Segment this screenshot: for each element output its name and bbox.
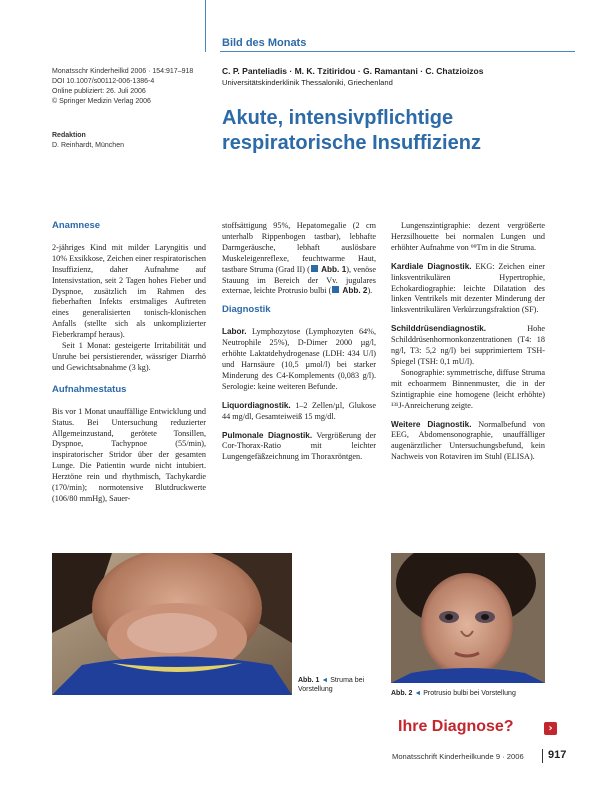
title-line-1: Akute, intensivpflichtige — [222, 107, 454, 129]
figure-1-text: Struma bei Vorstellung — [298, 677, 365, 693]
figure-ref-icon — [332, 286, 339, 293]
status-text-b: ), venöse Stauung im Bereich der Vv. jugulares externae, leichte Protrusio bulbi ( — [222, 264, 376, 296]
figure-2-photo — [391, 553, 545, 683]
figure-1-caption — [298, 676, 378, 694]
section-label: Bild des Monats — [222, 37, 307, 49]
schild-text: Hohe Schilddrüsenhormonkonzentrationen (T4: 18 ng/l, T3: 5,2 ng/l) bei supprimiertem TSH-Spiegel (TSH: 0,1 mU/l). — [391, 324, 545, 366]
journal-ref: Monatsschr Kinderheilkd 2006 · 154:917–918 — [52, 68, 194, 75]
column-2 — [222, 221, 376, 463]
footer-journal: Monatsschrift Kinderheilkunde 9 · 2006 — [392, 752, 524, 761]
title-line-2: respiratorische Insuffizienz — [222, 132, 481, 154]
kardial-keyword: Kardiale Diagnostik. — [391, 261, 472, 271]
liquor-paragraph — [222, 401, 376, 423]
neck-photo-image — [52, 553, 292, 695]
copyright: © Springer Medizin Verlag 2006 — [52, 98, 151, 105]
doi: DOI 10.1007/s00112-006-1386-4 — [52, 78, 155, 85]
weitere-keyword: Weitere Diagnostik. — [391, 419, 472, 429]
sonographie-text: Sonographie: symmetrische, diffuse Struma mit echoarmem Binnenmuster, die in der Szintigraphie eine homogene (leicht erhöhte) ¹³¹J-Anreicherung zeigte. — [391, 367, 545, 410]
weitere-paragraph — [391, 420, 545, 464]
authors: C. P. Panteliadis · M. K. Tzitiridou · G. Ramantani · C. Chatzioizos — [222, 66, 484, 76]
heading-diagnostik: Diagnostik — [222, 304, 271, 316]
arrow-left-icon: ◄ — [321, 677, 329, 684]
figure-2-label: Abb. 2 — [391, 690, 413, 697]
labor-text: Lymphozytose (Lymphozyten 64%, Neutrophile 25%), D-Dimer 2000 µg/l, erhöhte Laktatdehydrogenase (LDH: 434 U/l) und Harnsäure (10,5 µmol/l) bei starker Minderung des C4-Komplements (0,083 g/l). Serologie: keine weiteren Befunde. — [222, 327, 376, 391]
kardial-paragraph — [391, 262, 545, 317]
diagnosis-prompt[interactable]: Ihre Diagnose? — [398, 718, 514, 735]
figure-ref-2[interactable]: Abb. 2 — [342, 286, 368, 296]
kardial-text: EKG: Zeichen einer linksventrikulären Hypertrophie, Echokardiographie: leichte Dilatation des linken Ventrikels mit dezenter Minderung der linksventrikulären Verkürzungsfraktion (SF). — [391, 261, 545, 315]
status-continued — [222, 221, 376, 297]
heading-anamnese: Anamnese — [52, 220, 101, 231]
footer-separator — [542, 749, 543, 763]
pulmo-text: Vergrößerung der Cor-Thorax-Ratio mit leichter Lungengefäßzeichnung im Thoraxröntgen. — [222, 430, 377, 462]
figure-ref-1[interactable]: Abb. 1 — [321, 264, 347, 274]
schild-paragraph — [391, 324, 545, 368]
online-date: Online publiziert: 26. Juli 2006 — [52, 88, 146, 95]
labor-paragraph — [222, 327, 376, 392]
figure-2-text: Protrusio bulbi bei Vorstellung — [423, 690, 516, 697]
anamnese-text-1: 2-jähriges Kind mit milder Laryngitis und 10% Exsikkose, Zeichen einer respiratorischen Insuffizienz, daher Aufnahme auf Intensivstation, seit 2 Tagen hohes Fieber und Dyspnoe, zusätzlich im Rahmen des fieberhaften Infekts erstmaliges Auftreten eines generalisierten tonisch-klonischen Anfalls (stellte sich als unkomplizierter Fieberkrampf heraus). — [52, 242, 206, 340]
schild-keyword: Schilddrüsendiagnostik. — [391, 324, 487, 334]
redaktion-label: Redaktion — [52, 132, 86, 139]
szintigraphie-text: Lungenszintigraphie: dezent vergrößerte Herzsilhouette bei normalen Lungen und erhöhter Aufnahme von ⁹⁹Tm in die Struma. — [391, 221, 545, 252]
status-text-c: ). — [367, 286, 373, 296]
liquor-keyword: Liquordiagnostik. — [222, 400, 291, 410]
column-1 — [52, 221, 206, 505]
weitere-text: Normalbefund von EEG, Abdomensonographie, unauffälliger augenärztlicher Untersuchungsbefund, kein Nachweis von Rotaviren im Stuhl (ELISA). — [391, 419, 545, 462]
figure-1-photo — [52, 553, 292, 695]
pulmo-keyword: Pulmonale Diagnostik. — [222, 430, 313, 440]
liquor-text: 1–2 Zellen/µl, Glukose 44 mg/dl, Gesamteiweiß 15 mg/dl. — [222, 400, 376, 421]
redaktion-name: D. Reinhardt, München — [52, 142, 124, 149]
figure-ref-icon — [311, 265, 318, 272]
article-title — [222, 106, 582, 156]
anamnese-text-2: Seit 1 Monat: gesteigerte Irritabilität und Unruhe bei persistierender, wässriger Diarrhö und Gewichtsabnahme (3 kg). — [52, 341, 206, 372]
heading-aufnahmestatus: Aufnahmestatus — [52, 383, 127, 395]
figure-1-label: Abb. 1 — [298, 677, 320, 684]
labor-keyword: Labor. — [222, 327, 247, 337]
aufnahmestatus-text: Bis vor 1 Monat unauffällige Entwicklung und Status. Bei Untersuchung reduzierter Allgemeinzustand, gerötete Tonsillen, Dyspnoe, Tachypnoe (55/min), inspiratorischer Stridor über der gesamten Lunge. Die Patientin wurde nicht intubiert. Herztöne rein und rhythmisch, Tachykardie (170/min); normotensive Blutdruckwerte (106/80 mmHg), Sauer- — [52, 406, 206, 503]
status-text-a: stoffsättigung 95%, Hepatomegalie (2 cm unterhalb Rippenbogen tastbar), lebhafte Darmgeräusche, lebhaft auslösbare Muskeleigenreflexe, feuchtwarme Haut, tastbare Struma (Grad II) ( — [222, 221, 376, 274]
figure-2-caption — [391, 689, 561, 698]
header-vertical-rule — [205, 0, 206, 52]
page-number: 917 — [548, 749, 567, 761]
pulmo-paragraph — [222, 431, 376, 464]
column-3 — [391, 221, 545, 463]
face-photo-image — [391, 553, 545, 683]
affiliation: Universitätskinderklinik Thessaloniki, Griechenland — [222, 78, 393, 87]
arrow-left-icon: ◄ — [414, 690, 422, 697]
chevron-right-icon[interactable]: › — [544, 722, 557, 735]
